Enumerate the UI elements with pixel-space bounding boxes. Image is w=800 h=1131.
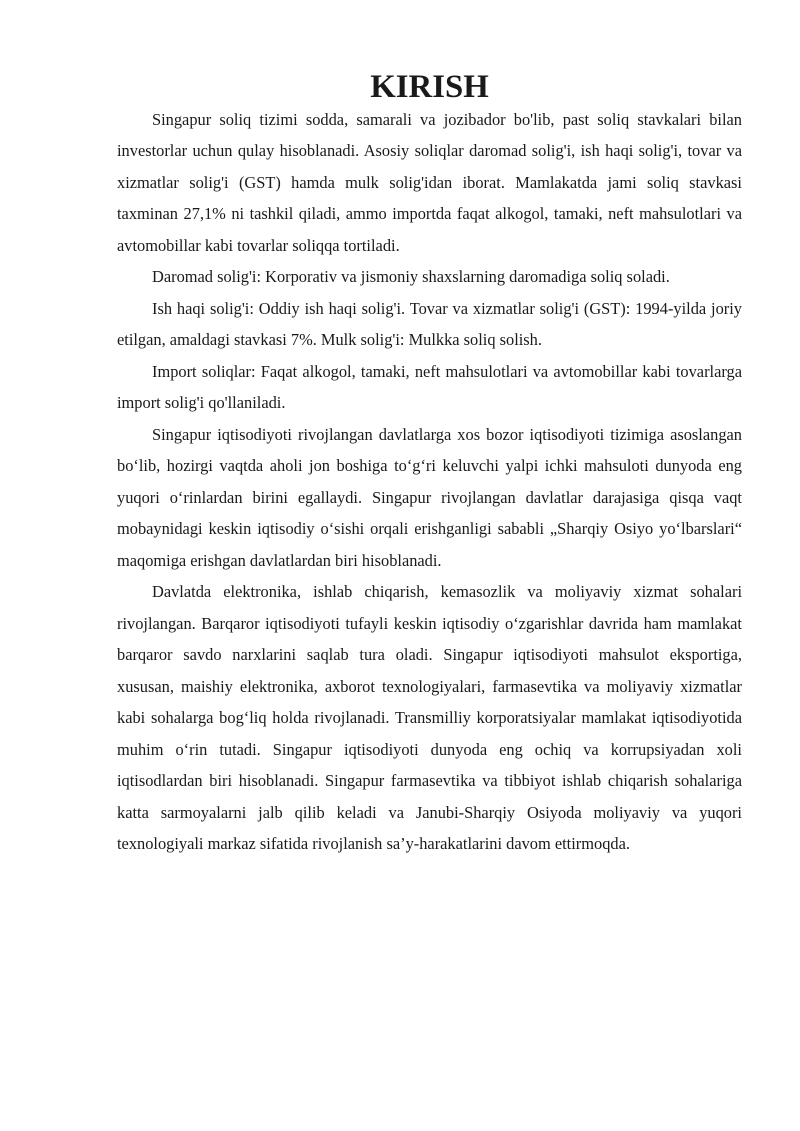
paragraph-tax-system: Singapur soliq tizimi sodda, samarali va jozibador bo'lib, past soliq stavkalari bilan investorlar uchun qulay hisoblanadi. Asosiy soliqlar daromad solig'i, ish haqi solig'i, tovar va xizmatlar solig'i (GST) hamda mulk solig'idan iborat. Mamlakatda jami soliq stavkasi taxminan 27,1% ni tashkil qiladi, ammo importda faqat alkogol, tamaki, neft mahsulotlari va avtomobillar kabi tovarlar soliqqa tortiladi.	[117, 109, 742, 255]
paragraph-import-tax: Import soliqlar: Faqat alkogol, tamaki, neft mahsulotlari va avtomobillar kabi tovarlarga import solig'i qo'llaniladi.	[117, 361, 742, 412]
paragraph-payroll-gst-property: Ish haqi solig'i: Oddiy ish haqi solig'i. Tovar va xizmatlar solig'i (GST): 1994-yilda joriy etilgan, amaldagi stavkasi 7%. Mulk solig'i: Mulkka soliq solish.	[117, 298, 742, 349]
document-body	[117, 69, 742, 860]
paragraph-economy-overview: Singapur iqtisodiyoti rivojlangan davlatlarga xos bozor iqtisodiyoti tizimiga asoslangan bo‘lib, hozirgi vaqtda aholi jon boshiga to‘g‘ri keluvchi yalpi ichki mahsuloti dunyoda eng yuqori o‘rinlardan birini egallaydi. Singapur rivojlangan davlatlar darajasiga qisqa vaqt mobaynidagi keskin iqtisodiy o‘sishi orqali erishganligi sababli „Sharqiy Osiyo yo‘lbarslari“ maqomiga erishgan davlatlardan biri hisoblanadi.	[117, 424, 742, 570]
paragraph-income-tax: Daromad solig'i: Korporativ va jismoniy shaxslarning daromadiga soliq soladi.	[152, 267, 670, 286]
section-title: KIRISH	[370, 69, 489, 105]
paragraph-economy-sectors: Davlatda elektronika, ishlab chiqarish, kemasozlik va moliyaviy xizmat sohalari rivojlangan. Barqaror iqtisodiyoti tufayli keskin iqtisodiy o‘zgarishlar davrida ham mamlakat barqaror savdo narxlarini saqlab tura oladi. Singapur iqtisodiyoti mahsulot eksportiga, xususan, maishiy elektronika, axborot texnologiyalari, farmasevtika va moliyaviy xizmatlar kabi sohalarga bog‘liq holda rivojlanadi. Transmilliy korporatsiyalar mamlakat iqtisodiyotida muhim o‘rin tutadi. Singapur iqtisodiyoti dunyoda eng ochiq va korrupsiyadan xoli iqtisodlardan biri hisoblanadi. Singapur farmasevtika va tibbiyot ishlab chiqarish sohalariga katta sarmoyalarni jalb qilib keladi va Janubi-Sharqiy Osiyoda moliyaviy va yuqori texnologiyali markaz sifatida rivojlanish sa’y-harakatlarini davom ettirmoqda.	[117, 582, 742, 853]
